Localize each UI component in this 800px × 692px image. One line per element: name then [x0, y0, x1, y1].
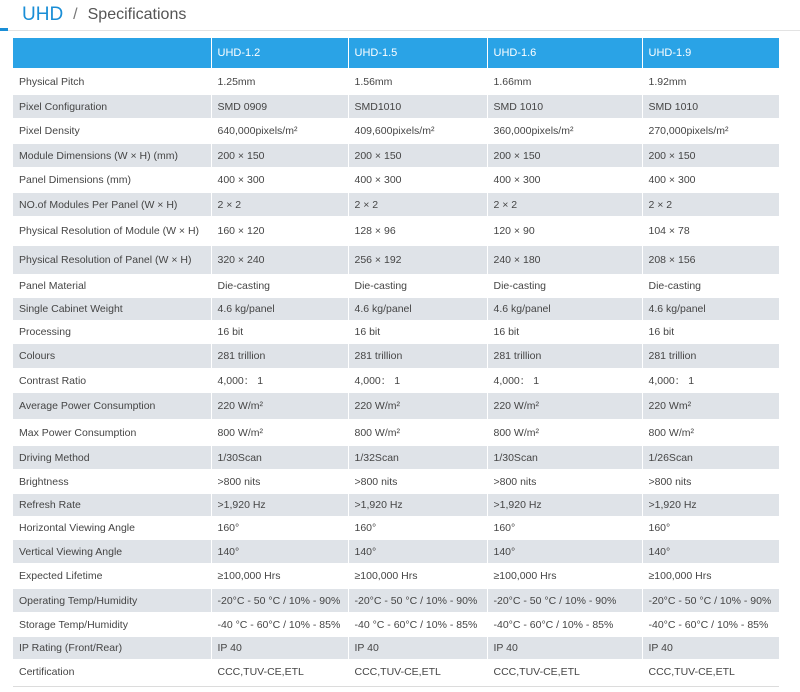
spec-value-cell: 2 × 2: [642, 193, 779, 217]
spec-value-cell: 140°: [487, 540, 642, 564]
spec-value-cell: ≥100,000 Hrs: [211, 564, 348, 589]
spec-value-cell: CCC,TUV-CE,ETL: [348, 660, 487, 685]
row-label-cell: Brightness: [13, 470, 211, 494]
column-header-uhd-1-9: UHD-1.9: [642, 38, 779, 69]
row-label-cell: Driving Method: [13, 446, 211, 470]
spec-value-cell: IP 40: [642, 637, 779, 660]
spec-value-cell: 4,000： 1: [642, 369, 779, 393]
spec-value-cell: 4.6 kg/panel: [348, 298, 487, 321]
row-label-cell: Refresh Rate: [13, 494, 211, 517]
row-label-cell: Pixel Configuration: [13, 95, 211, 119]
row-label-cell: Panel Material: [13, 275, 211, 298]
row-label-cell: Colours: [13, 344, 211, 369]
table-row: [13, 119, 779, 144]
spec-value-cell: 4,000： 1: [211, 369, 348, 393]
spec-value-cell: 2 × 2: [348, 193, 487, 217]
spec-value-cell: CCC,TUV-CE,ETL: [487, 660, 642, 685]
spec-value-cell: 281 trillion: [348, 344, 487, 369]
spec-value-cell: 400 × 300: [348, 168, 487, 193]
row-label-cell: Processing: [13, 321, 211, 344]
row-label-cell: Module Dimensions (W × H) (mm): [13, 144, 211, 168]
header-accent-line: [0, 28, 8, 31]
spec-value-cell: 200 × 150: [348, 144, 487, 168]
table-row: [13, 637, 779, 660]
table-row: [13, 420, 779, 446]
spec-value-cell: ≥100,000 Hrs: [348, 564, 487, 589]
spec-value-cell: 270,000pixels/m²: [642, 119, 779, 144]
spec-value-cell: >800 nits: [642, 470, 779, 494]
table-row: [13, 470, 779, 494]
spec-value-cell: >800 nits: [348, 470, 487, 494]
row-label-cell: Single Cabinet Weight: [13, 298, 211, 321]
table-row: [13, 494, 779, 517]
spec-value-cell: 128 × 96: [348, 217, 487, 246]
row-label-cell: Physical Pitch: [13, 69, 211, 95]
spec-value-cell: -20°C - 50 °C / 10% - 90%: [348, 589, 487, 613]
spec-value-cell: -40 °C - 60°C / 10% - 85%: [211, 613, 348, 637]
spec-value-cell: 400 × 300: [211, 168, 348, 193]
spec-value-cell: 240 × 180: [487, 246, 642, 275]
table-row: [13, 517, 779, 540]
spec-value-cell: >800 nits: [487, 470, 642, 494]
spec-value-cell: 409,600pixels/m²: [348, 119, 487, 144]
table-row: [13, 95, 779, 119]
column-header-uhd-1-5: UHD-1.5: [348, 38, 487, 69]
spec-value-cell: -40 °C - 60°C / 10% - 85%: [348, 613, 487, 637]
spec-value-cell: 4.6 kg/panel: [211, 298, 348, 321]
row-label-cell: Vertical Viewing Angle: [13, 540, 211, 564]
spec-value-cell: 1/30Scan: [487, 446, 642, 470]
spec-value-cell: 104 × 78: [642, 217, 779, 246]
table-row: [13, 321, 779, 344]
row-label-cell: Average Power Consumption: [13, 393, 211, 420]
column-header-uhd-1-2: UHD-1.2: [211, 38, 348, 69]
spec-value-cell: 1.66mm: [487, 69, 642, 95]
table-row: [13, 217, 779, 246]
row-label-cell: IP Rating (Front/Rear): [13, 637, 211, 660]
table-row: [13, 69, 779, 95]
spec-value-cell: 16 bit: [487, 321, 642, 344]
row-label-cell: Physical Resolution of Panel (W × H): [13, 246, 211, 275]
spec-value-cell: 4,000： 1: [348, 369, 487, 393]
spec-value-cell: 4.6 kg/panel: [642, 298, 779, 321]
spec-value-cell: 400 × 300: [487, 168, 642, 193]
spec-value-cell: -20°C - 50 °C / 10% - 90%: [487, 589, 642, 613]
table-row: [13, 275, 779, 298]
specifications-table-container: [13, 38, 779, 685]
spec-value-cell: 220 W/m²: [348, 393, 487, 420]
spec-value-cell: SMD1010: [348, 95, 487, 119]
breadcrumb-separator: /: [73, 6, 78, 23]
spec-value-cell: >1,920 Hz: [211, 494, 348, 517]
page-header: [0, 0, 800, 31]
spec-value-cell: IP 40: [211, 637, 348, 660]
spec-value-cell: 160°: [348, 517, 487, 540]
table-header-row: [13, 38, 779, 69]
row-label-cell: Contrast Ratio: [13, 369, 211, 393]
table-row: [13, 446, 779, 470]
row-label-cell: NO.of Modules Per Panel (W × H): [13, 193, 211, 217]
spec-value-cell: 800 W/m²: [211, 420, 348, 446]
spec-value-cell: 208 × 156: [642, 246, 779, 275]
spec-value-cell: 1.56mm: [348, 69, 487, 95]
table-row: [13, 246, 779, 275]
spec-value-cell: SMD 1010: [642, 95, 779, 119]
spec-value-cell: 220 W/m²: [211, 393, 348, 420]
spec-value-cell: 800 W/m²: [642, 420, 779, 446]
spec-value-cell: 360,000pixels/m²: [487, 119, 642, 144]
table-row: [13, 168, 779, 193]
spec-value-cell: 160°: [487, 517, 642, 540]
table-body: [13, 69, 779, 685]
spec-value-cell: 140°: [642, 540, 779, 564]
spec-value-cell: 140°: [211, 540, 348, 564]
spec-value-cell: CCC,TUV-CE,ETL: [211, 660, 348, 685]
spec-value-cell: 1/26Scan: [642, 446, 779, 470]
row-label-cell: Certification: [13, 660, 211, 685]
spec-value-cell: 800 W/m²: [348, 420, 487, 446]
spec-value-cell: Die-casting: [348, 275, 487, 298]
spec-value-cell: 16 bit: [348, 321, 487, 344]
spec-value-cell: 4,000： 1: [487, 369, 642, 393]
spec-value-cell: Die-casting: [487, 275, 642, 298]
column-header-uhd-1-6: UHD-1.6: [487, 38, 642, 69]
spec-value-cell: Die-casting: [642, 275, 779, 298]
spec-value-cell: 220 Wm²: [642, 393, 779, 420]
bottom-divider: [13, 686, 779, 687]
spec-value-cell: 200 × 150: [211, 144, 348, 168]
spec-value-cell: SMD 1010: [487, 95, 642, 119]
spec-value-cell: CCC,TUV-CE,ETL: [642, 660, 779, 685]
spec-value-cell: ≥100,000 Hrs: [642, 564, 779, 589]
table-row: [13, 589, 779, 613]
spec-value-cell: -20°C - 50 °C / 10% - 90%: [211, 589, 348, 613]
table-row: [13, 540, 779, 564]
spec-value-cell: IP 40: [487, 637, 642, 660]
table-row: [13, 564, 779, 589]
row-label-cell: Horizontal Viewing Angle: [13, 517, 211, 540]
spec-value-cell: 400 × 300: [642, 168, 779, 193]
column-header-blank: [13, 38, 211, 69]
table-row: [13, 344, 779, 369]
spec-value-cell: -20°C - 50 °C / 10% - 90%: [642, 589, 779, 613]
spec-value-cell: 16 bit: [642, 321, 779, 344]
page-title: Specifications: [87, 6, 187, 23]
spec-value-cell: 16 bit: [211, 321, 348, 344]
spec-value-cell: 800 W/m²: [487, 420, 642, 446]
specifications-table: [13, 38, 779, 685]
spec-value-cell: 2 × 2: [211, 193, 348, 217]
spec-value-cell: -40°C - 60°C / 10% - 85%: [487, 613, 642, 637]
spec-value-cell: >1,920 Hz: [642, 494, 779, 517]
row-label-cell: Storage Temp/Humidity: [13, 613, 211, 637]
spec-value-cell: 160 × 120: [211, 217, 348, 246]
spec-value-cell: 256 × 192: [348, 246, 487, 275]
table-row: [13, 298, 779, 321]
spec-value-cell: 160°: [642, 517, 779, 540]
spec-value-cell: 140°: [348, 540, 487, 564]
spec-value-cell: 200 × 150: [487, 144, 642, 168]
spec-value-cell: >1,920 Hz: [487, 494, 642, 517]
spec-value-cell: 200 × 150: [642, 144, 779, 168]
spec-value-cell: SMD 0909: [211, 95, 348, 119]
spec-value-cell: ≥100,000 Hrs: [487, 564, 642, 589]
spec-value-cell: 281 trillion: [211, 344, 348, 369]
row-label-cell: Expected Lifetime: [13, 564, 211, 589]
spec-value-cell: >800 nits: [211, 470, 348, 494]
spec-value-cell: 281 trillion: [487, 344, 642, 369]
spec-value-cell: 640,000pixels/m²: [211, 119, 348, 144]
row-label-cell: Panel Dimensions (mm): [13, 168, 211, 193]
spec-value-cell: -40°C - 60°C / 10% - 85%: [642, 613, 779, 637]
table-row: [13, 144, 779, 168]
row-label-cell: Operating Temp/Humidity: [13, 589, 211, 613]
spec-value-cell: IP 40: [348, 637, 487, 660]
table-row: [13, 660, 779, 685]
brand-link[interactable]: UHD: [22, 4, 64, 25]
spec-value-cell: 4.6 kg/panel: [487, 298, 642, 321]
spec-value-cell: 160°: [211, 517, 348, 540]
spec-value-cell: >1,920 Hz: [348, 494, 487, 517]
spec-value-cell: 1/32Scan: [348, 446, 487, 470]
spec-value-cell: 1.25mm: [211, 69, 348, 95]
table-row: [13, 613, 779, 637]
row-label-cell: Max Power Consumption: [13, 420, 211, 446]
spec-value-cell: 120 × 90: [487, 217, 642, 246]
spec-value-cell: 220 W/m²: [487, 393, 642, 420]
table-row: [13, 393, 779, 420]
spec-value-cell: Die-casting: [211, 275, 348, 298]
spec-value-cell: 1.92mm: [642, 69, 779, 95]
spec-value-cell: 320 × 240: [211, 246, 348, 275]
row-label-cell: Pixel Density: [13, 119, 211, 144]
row-label-cell: Physical Resolution of Module (W × H): [13, 217, 211, 246]
table-row: [13, 193, 779, 217]
spec-value-cell: 1/30Scan: [211, 446, 348, 470]
spec-value-cell: 2 × 2: [487, 193, 642, 217]
spec-value-cell: 281 trillion: [642, 344, 779, 369]
table-row: [13, 369, 779, 393]
